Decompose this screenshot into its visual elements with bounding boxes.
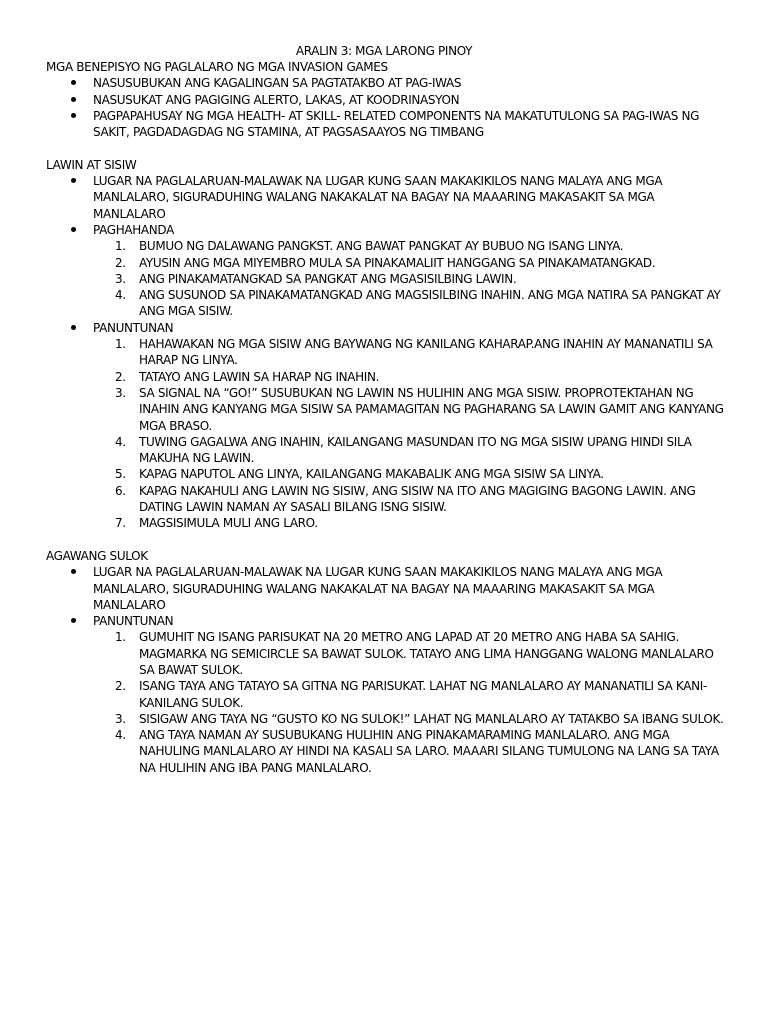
paghahanda-list bbox=[93, 238, 726, 319]
bullet-icon bbox=[71, 227, 76, 232]
page-title: ARALIN 3: MGA LARONG PINOY bbox=[295, 44, 473, 58]
benefits-heading: MGA BENEPISYO NG PAGLALARO NG MGA INVASION GAMES bbox=[46, 60, 388, 74]
panuntunan-list bbox=[93, 629, 726, 776]
bullet-icon bbox=[71, 569, 76, 574]
list-item: 4. ANG SUSUNOD SA PINAKAMATANGKAD ANG MAGSISILBING INAHIN. ANG MGA NATIRA SA PANGKAT AY ANG MGA SISIW. bbox=[115, 288, 721, 319]
benefits-list bbox=[46, 75, 726, 140]
list-item: NASUSUBUKAN ANG KAGALINGAN SA PAGTATAKBO AT PAG-IWAS bbox=[93, 75, 726, 91]
agawang-sulok-heading: AGAWANG SULOK bbox=[46, 548, 148, 563]
bullet-icon bbox=[71, 325, 76, 330]
list-item: 5. KAPAG NAPUTOL ANG LINYA, KAILANGANG MAKABALIK ANG MGA SISIW SA LINYA. bbox=[115, 467, 604, 482]
panuntunan-list bbox=[93, 336, 726, 532]
list-item: 1. HAHAWAKAN NG MGA SISIW ANG BAYWANG NG KANILANG KAHARAP.ANG INAHIN AY MANANATILI SA HARAP NG LINYA. bbox=[115, 337, 713, 368]
list-item: 3. SA SIGNAL NA “GO!” SUSUBUKAN NG LAWIN NS HULIHIN ANG MGA SISIW. PROPROTEKTAHAN NG INAHIN ANG KANYANG MGA SISIW SA PAMAMAGITAN NG PAGHARANG SA LAWIN GAMIT ANG KANYANG MGA BRASO. bbox=[115, 385, 724, 433]
list-item: 2. AYUSIN ANG MGA MIYEMBRO MULA SA PINAKAMALIIT HANGGANG SA PINAKAMATANGKAD. bbox=[115, 255, 656, 270]
bullet-icon bbox=[71, 80, 76, 85]
list-item: 2. ISANG TAYA ANG TATAYO SA GITNA NG PARISUKAT. LAHAT NG MANLALARO AY MANANATILI SA KANI-KANILANG SULOK. bbox=[115, 679, 707, 710]
list-item: 1. GUMUHIT NG ISANG PARISUKAT NA 20 METRO ANG LAPAD AT 20 METRO ANG HABA SA SAHIG. MAGMARKA NG SEMICIRCLE SA BAWAT SULOK. TATAYO ANG LIMA HANGGANG WALONG MANLALARO SA BAWAT SULOK. bbox=[115, 630, 714, 677]
list-item: 4. TUWING GAGALWA ANG INAHIN, KAILANGANG MASUNDAN ITO NG MGA SISIW UPANG HINDI SILA MAKUHA NG LAWIN. bbox=[115, 434, 692, 466]
list-item: 6. KAPAG NAKAHULI ANG LAWIN NG SISIW, ANG SISIW NA ITO ANG MAGIGING BAGONG LAWIN. ANG DATING LAWIN NAMAN AY SASALI BILANG ISNG SISIW. bbox=[115, 483, 696, 515]
bullet-icon bbox=[71, 113, 76, 118]
list-item bbox=[93, 613, 726, 776]
list-item: 3. ANG PINAKAMATANGKAD SA PANGKAT ANG MGASISILBING LAWIN. bbox=[115, 271, 517, 286]
list-item: LUGAR NA PAGLALARUAN-MALAWAK NA LUGAR KUNG SAAN MAKAKIKILOS NANG MALAYA ANG MGA MANLALARO, SIGURADUHING WALANG NAKAKALAT NA BAGAY NA MAAARING MAKASAKIT SA MGA MANLALARO bbox=[93, 173, 726, 222]
lawin-heading: LAWIN AT SISIW bbox=[46, 157, 137, 172]
list-item bbox=[93, 222, 726, 320]
lawin-list bbox=[46, 173, 726, 532]
list-item bbox=[93, 320, 726, 532]
list-item: LUGAR NA PAGLALARUAN-MALAWAK NA LUGAR KUNG SAAN MAKAKIKILOS NANG MALAYA ANG MGA MANLALARO, SIGURADUHING WALANG NAKAKALAT NA BAGAY NA MAAARING MAKASAKIT SA MGA MANLALARO bbox=[93, 564, 726, 613]
list-item: 2. TATAYO ANG LAWIN SA HARAP NG INAHIN. bbox=[115, 369, 380, 384]
document-body bbox=[46, 59, 726, 776]
list-item: 4. ANG TAYA NAMAN AY SUSUBUKANG HULIHIN ANG PINAKAMARAMING MANLALARO. ANG MGA NAHULING MANLALARO AY HINDI NA KASALI SA LARO. MAAARI SILANG TUMULONG NA LANG SA TAYA NA HULIHIN ANG IBA PANG MANLALARO. bbox=[115, 728, 719, 775]
list-item: PAGPAPAHUSAY NG MGA HEALTH- AT SKILL- RELATED COMPONENTS NA MAKATUTULONG SA PAG-IWAS NG SAKIT, PAGDADAGDAG NG STAMINA, AT PAGSASAAYOS NG TIMBANG bbox=[93, 108, 726, 141]
bullet-icon bbox=[71, 178, 76, 183]
paghahanda-label: PAGHAHANDA bbox=[93, 222, 174, 237]
panuntunan-label: PANUNTUNAN bbox=[93, 614, 174, 629]
list-item: 7. MAGSISIMULA MULI ANG LARO. bbox=[115, 516, 318, 531]
agawang-sulok-list bbox=[46, 564, 726, 776]
panuntunan-label: PANUNTUNAN bbox=[93, 320, 174, 335]
list-item: 3. SISIGAW ANG TAYA NG “GUSTO KO NG SULOK!” LAHAT NG MANLALARO AY TATAKBO SA IBANG SULOK. bbox=[115, 711, 724, 726]
bullet-icon bbox=[71, 97, 76, 102]
bullet-icon bbox=[71, 618, 76, 623]
list-item: NASUSUKAT ANG PAGIGING ALERTO, LAKAS, AT KOODRINASYON bbox=[93, 92, 726, 108]
list-item: 1. BUMUO NG DALAWANG PANGKST. ANG BAWAT PANGKAT AY BUBUO NG ISANG LINYA. bbox=[115, 239, 624, 254]
